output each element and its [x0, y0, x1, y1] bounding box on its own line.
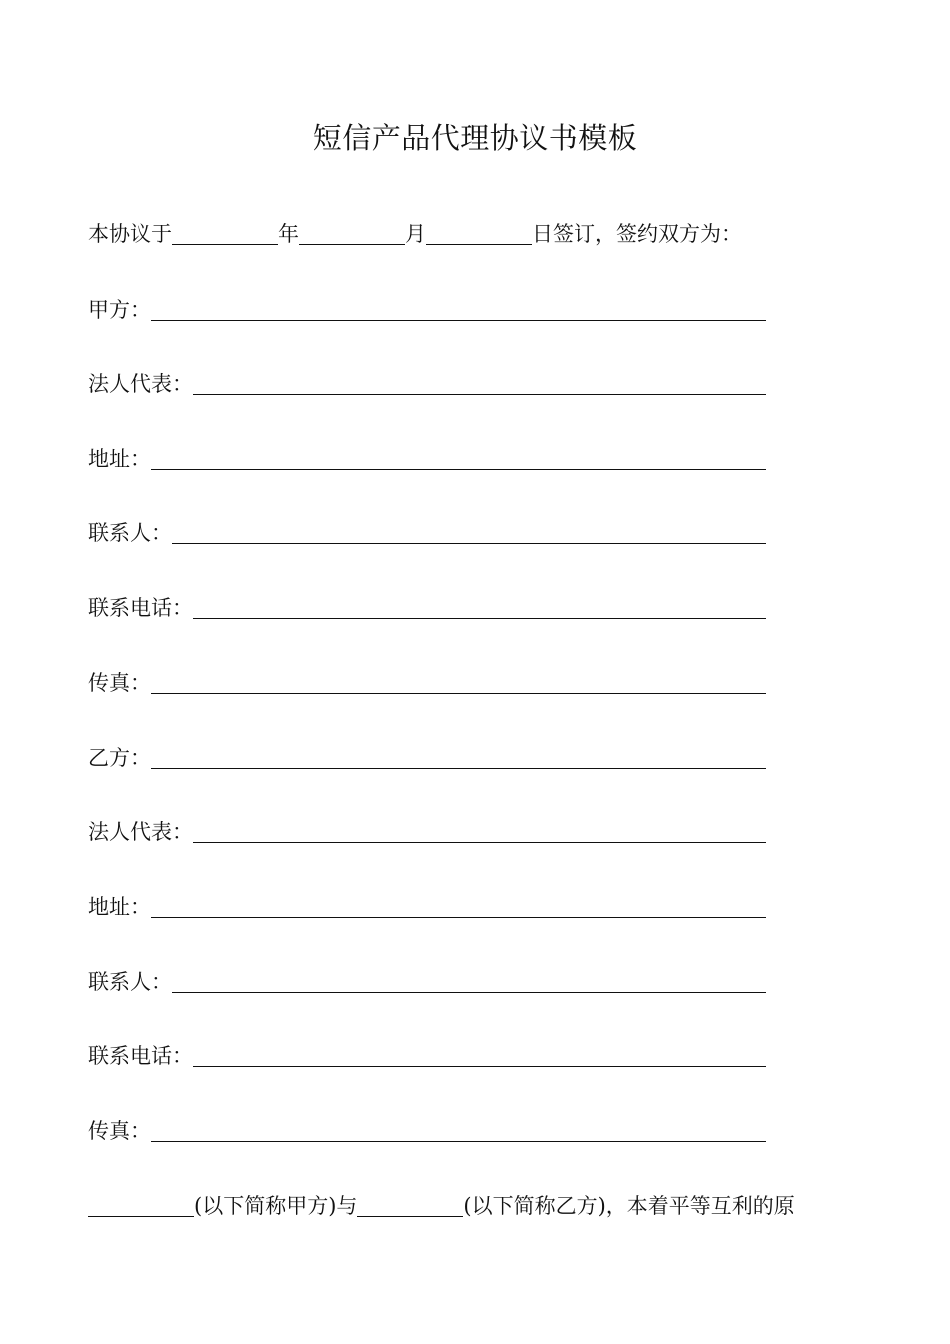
- field-label: 联系人：: [88, 521, 172, 545]
- party-b-name-blank[interactable]: [357, 1192, 463, 1217]
- field-label: 法人代表：: [88, 820, 193, 844]
- field-line-party-b-address: [88, 889, 766, 921]
- field-blank[interactable]: [193, 594, 766, 619]
- intro-suffix: 日签订，签约双方为：: [532, 222, 742, 246]
- field-line-party-a: [88, 292, 766, 324]
- field-label: 传真：: [88, 1119, 151, 1143]
- intro-month: 月: [405, 222, 426, 246]
- field-line-party-a-legal-rep: [88, 366, 766, 398]
- field-blank[interactable]: [151, 893, 766, 918]
- party-a-name-blank[interactable]: [88, 1192, 194, 1217]
- document-title: 短信产品代理协议书模板: [312, 121, 638, 155]
- field-label: 联系电话：: [88, 596, 193, 620]
- field-line-party-a-phone: [88, 590, 766, 622]
- field-line-party-b-fax: [88, 1113, 766, 1145]
- field-line-party-a-contact: [88, 515, 766, 547]
- field-label: 法人代表：: [88, 372, 193, 396]
- field-blank[interactable]: [172, 968, 766, 993]
- field-label: 甲方：: [88, 298, 151, 322]
- field-label: 地址：: [88, 447, 151, 471]
- field-label: 地址：: [88, 895, 151, 919]
- field-line-party-a-fax: [88, 665, 766, 697]
- party-b-note: (以下简称乙方)，本着平等互利的原: [463, 1194, 795, 1218]
- field-blank[interactable]: [193, 1042, 766, 1067]
- field-label: 联系人：: [88, 970, 172, 994]
- day-blank[interactable]: [426, 220, 532, 245]
- field-line-party-b-contact: [88, 964, 766, 996]
- field-blank[interactable]: [193, 818, 766, 843]
- intro-year: 年: [278, 222, 299, 246]
- field-blank[interactable]: [193, 370, 766, 395]
- field-blank[interactable]: [172, 519, 766, 544]
- field-line-party-b-legal-rep: [88, 814, 766, 846]
- signing-date-line: [88, 216, 742, 248]
- field-label: 联系电话：: [88, 1044, 193, 1068]
- closing-line: [88, 1188, 795, 1220]
- field-blank[interactable]: [151, 445, 766, 470]
- field-blank[interactable]: [151, 669, 766, 694]
- field-blank[interactable]: [151, 744, 766, 769]
- intro-prefix: 本协议于: [88, 222, 172, 246]
- year-blank[interactable]: [172, 220, 278, 245]
- field-line-party-b: [88, 740, 766, 772]
- field-label: 传真：: [88, 671, 151, 695]
- field-line-party-b-phone: [88, 1038, 766, 1070]
- field-label: 乙方：: [88, 746, 151, 770]
- field-blank[interactable]: [151, 1117, 766, 1142]
- field-line-party-a-address: [88, 441, 766, 473]
- month-blank[interactable]: [299, 220, 405, 245]
- field-blank[interactable]: [151, 296, 766, 321]
- party-a-note: (以下简称甲方)与: [194, 1194, 358, 1218]
